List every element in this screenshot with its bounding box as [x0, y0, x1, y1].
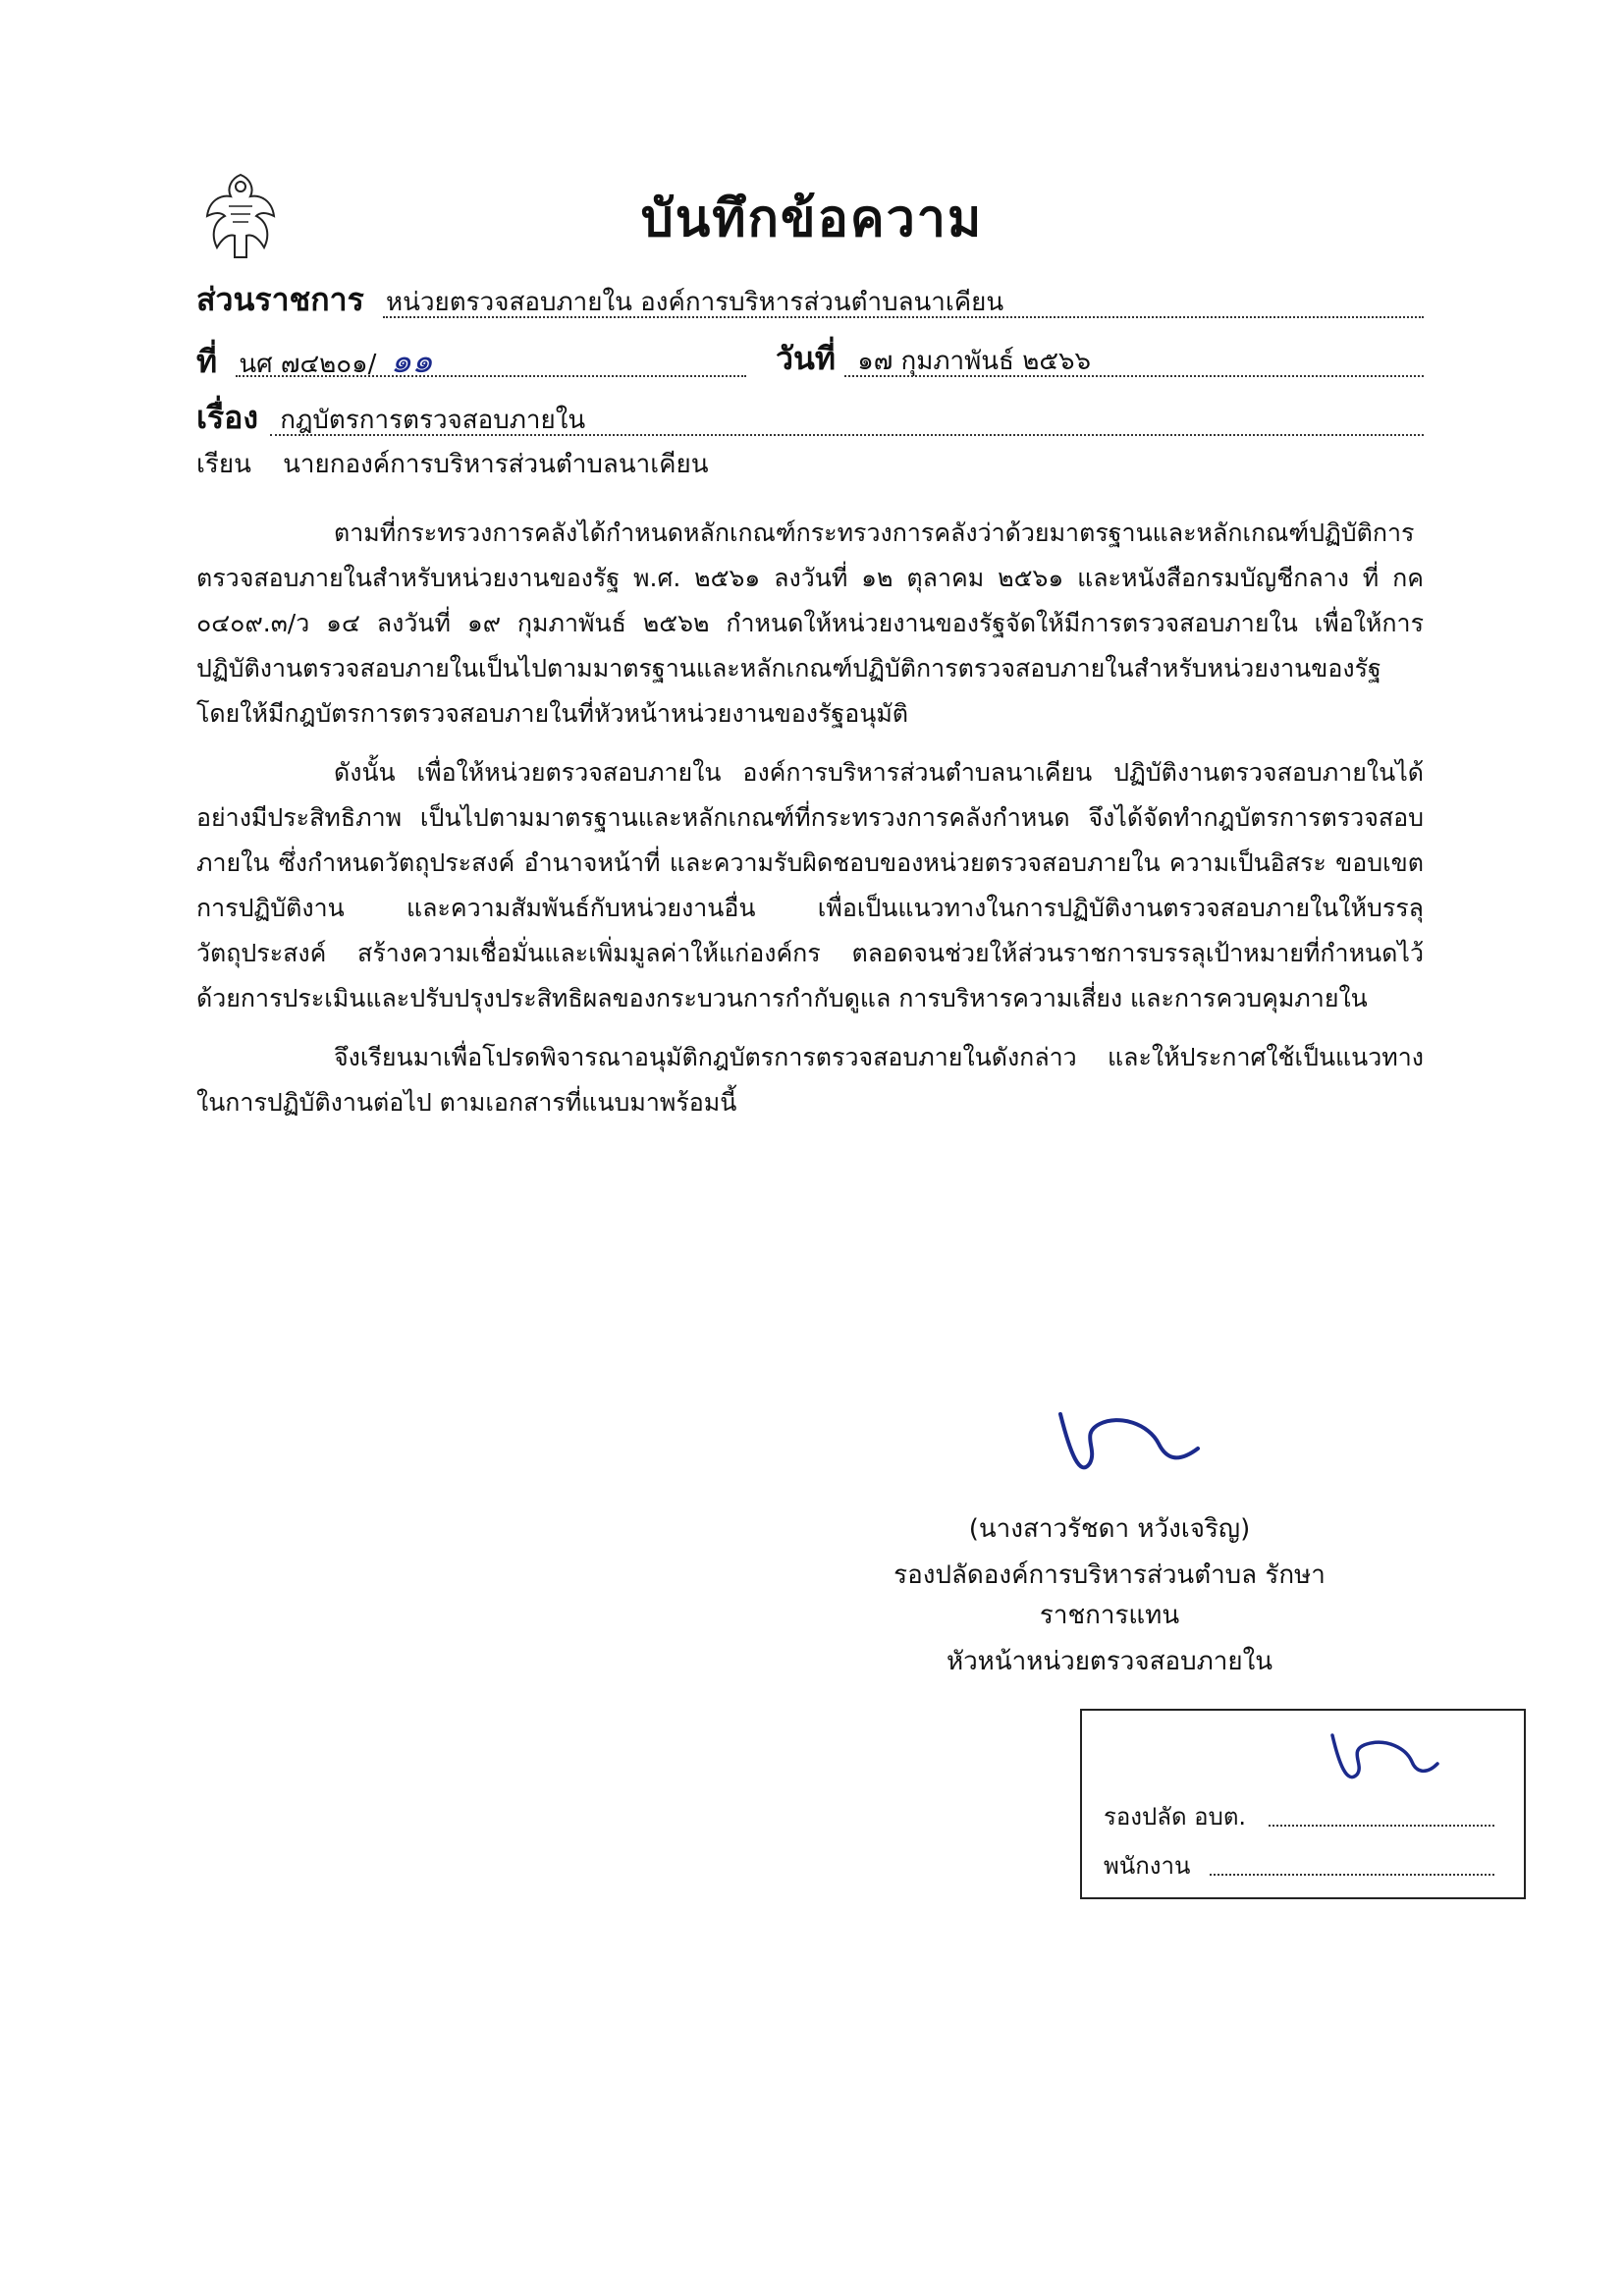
ref-row — [196, 334, 433, 387]
to-label: เรียน — [196, 450, 251, 479]
subject-value: กฎบัตรการตรวจสอบภายใน — [280, 406, 586, 435]
to-value: นายกองค์การบริหารส่วนตำบลนาเคียน — [283, 450, 709, 479]
signer-name: (นางสาวรัชดา หวังเจริญ) — [968, 1514, 1251, 1544]
memo-body — [196, 511, 1424, 1139]
stamp-dotted-1 — [1269, 1825, 1494, 1827]
signature-block — [884, 1503, 1335, 1687]
approval-stamp-box — [1080, 1709, 1526, 1899]
stamp-dotted-2 — [1210, 1874, 1494, 1876]
ref-handwritten-number: ๑๑ — [390, 342, 433, 381]
date-dotted-line — [844, 375, 1424, 377]
subject-label: เรื่อง — [196, 399, 258, 436]
memo-title: บันทึกข้อความ — [640, 190, 984, 248]
agency-dotted-line — [383, 316, 1424, 318]
body-paragraph-1: ตามที่กระทรวงการคลังได้กำหนดหลักเกณฑ์กระทรวงการคลังว่าด้วยมาตรฐานและหลักเกณฑ์ปฏิบัติการตรวจสอบภายในสำหรับหน่วยงานของรัฐ พ.ศ. ๒๕๖๑ ลงวันที่ ๑๒ ตุลาคม ๒๕๖๑ และหนังสือกรมบัญชีกลาง ที่ กค ๐๔๐๙.๓/ว ๑๔ ลงวันที่ ๑๙ กุมภาพันธ์ ๒๕๖๒ กำหนดให้หน่วยงานของรัฐจัดให้มีการตรวจสอบภายใน เพื่อให้การปฏิบัติงานตรวจสอบภายในเป็นไปตามมาตรฐานและหลักเกณฑ์ปฏิบัติการตรวจสอบภายในสำหรับหน่วยงานของรัฐ โดยให้มีกฎบัตรการตรวจสอบภายในที่หัวหน้าหน่วยงานของรัฐอนุมัติ — [196, 519, 1424, 728]
ref-label: ที่ — [196, 343, 218, 380]
to-row — [196, 444, 708, 484]
body-paragraph-3: จึงเรียนมาเพื่อโปรดพิจารณาอนุมัติกฎบัตรการตรวจสอบภายในดังกล่าว และให้ประกาศใช้เป็นแนวทางในการปฏิบัติงานต่อไป ตามเอกสารที่แนบมาพร้อมนี้ — [196, 1043, 1424, 1117]
stamp-line-1: รองปลัด อบต. — [1104, 1803, 1247, 1831]
agency-label: ส่วนราชการ — [196, 281, 364, 318]
signer-position-1: รองปลัดองค์การบริหารส่วนตำบล รักษาราชการแทน — [893, 1560, 1326, 1630]
ref-value: นศ ๗๔๒๐๑/ — [239, 350, 377, 379]
stamp-line-2: พนักงาน — [1104, 1852, 1191, 1880]
date-value: ๑๗ กุมภาพันธ์ ๒๕๖๖ — [857, 347, 1092, 376]
date-label: วันที่ — [776, 340, 836, 377]
ref-dotted-line — [236, 375, 746, 377]
agency-value: หน่วยตรวจสอบภายใน องค์การบริหารส่วนตำบลนาเคียน — [386, 288, 1004, 317]
handwritten-signature-icon — [1041, 1394, 1218, 1493]
subject-dotted-line — [270, 434, 1424, 436]
signer-position-2: หัวหน้าหน่วยตรวจสอบภายใน — [946, 1647, 1273, 1676]
stamp-signature-icon — [1318, 1721, 1445, 1799]
body-paragraph-2: ดังนั้น เพื่อให้หน่วยตรวจสอบภายใน องค์การบริหารส่วนตำบลนาเคียน ปฏิบัติงานตรวจสอบภายในได้อย่างมีประสิทธิภาพ เป็นไปตามมาตรฐานและหลักเกณฑ์ที่กระทรวงการคลังกำหนด จึงได้จัดทำกฎบัตรการตรวจสอบภายใน ซึ่งกำหนดวัตถุประสงค์ อำนาจหน้าที่ และความรับผิดชอบของหน่วยตรวจสอบภายใน ความเป็นอิสระ ขอบเขตการปฏิบัติงาน และความสัมพันธ์กับหน่วยงานอื่น เพื่อเป็นแนวทางในการปฏิบัติงานตรวจสอบภายในให้บรรลุวัตถุประสงค์ สร้างความเชื่อมั่นและเพิ่มมูลค่าให้แก่องค์กร ตลอดจนช่วยให้ส่วนราชการบรรลุเป้าหมายที่กำหนดไว้ ด้วยการประเมินและปรับปรุงประสิทธิผลของกระบวนการกำกับดูแล การบริหารความเสี่ยง และการควบคุมภายใน — [196, 758, 1424, 1012]
